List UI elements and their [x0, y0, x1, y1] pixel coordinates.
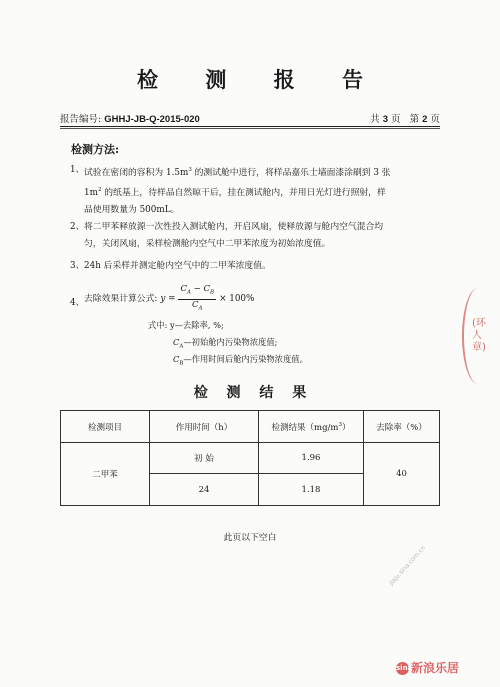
- cell-result: 1.18: [259, 474, 364, 506]
- formula-sub: A: [198, 305, 203, 312]
- seal-stamp: [462, 288, 494, 384]
- formula-where-y: 式中: y—去除率, %;: [148, 320, 224, 330]
- report-number-label: 报告编号:: [60, 114, 102, 125]
- step-text: 1m: [84, 187, 98, 198]
- cell-time: 24: [150, 474, 259, 506]
- cell-removal-rate: 40: [364, 443, 440, 506]
- formula-var: C: [173, 337, 180, 347]
- formula-sub: A: [179, 343, 184, 350]
- method-heading: 检测方法:: [71, 143, 120, 156]
- formula-denominator: [192, 300, 203, 315]
- page-current-value: 2: [422, 114, 428, 125]
- site-watermark-small: jiaju.sina.com.cn: [388, 544, 427, 587]
- formula-where-cb: [173, 351, 308, 373]
- superscript: 2: [97, 186, 102, 193]
- step-number: 4、: [70, 298, 85, 308]
- step-number: 2、: [70, 222, 85, 232]
- page-current-label: 第: [409, 114, 420, 125]
- report-header: [60, 111, 440, 125]
- header-rule-thin: [60, 128, 440, 129]
- col-header-result: [259, 411, 364, 443]
- formula-sub: B: [179, 360, 184, 367]
- report-number: [60, 111, 200, 125]
- stamp-text: (环 人 章): [472, 318, 486, 353]
- header-text: ）: [341, 422, 351, 433]
- step-number: 3、: [70, 261, 85, 271]
- pages-total-unit: 页: [391, 114, 401, 125]
- blank-below-note: 此页以下空白: [223, 533, 277, 543]
- method-step-3: [70, 258, 434, 275]
- report-title: 检 测 报 告: [137, 67, 383, 92]
- formula-var: C: [180, 284, 187, 294]
- step-text: 的测试舱中进行，将样品嘉乐士墙面漆涂刷到 3 张: [191, 167, 391, 178]
- superscript: 3: [188, 167, 192, 173]
- header-rule: [60, 126, 440, 127]
- pages-total-label: 共: [370, 114, 380, 125]
- page-count: [370, 111, 440, 125]
- cell-result: 1.96: [259, 443, 364, 474]
- formula-var: C: [173, 354, 180, 364]
- table-header-row: [61, 411, 440, 443]
- formula-lhs: y =: [160, 293, 176, 304]
- formula-fraction: [178, 284, 216, 314]
- step-text: 24h 后采样并测定舱内空气中的二甲苯浓度值。: [84, 261, 271, 271]
- step-text: 匀，关闭风扇，采样检测舱内空气中二甲苯浓度为初始浓度值。: [84, 239, 331, 249]
- formula-desc: —初始舱内污染物浓度值;: [183, 337, 278, 347]
- step-text: 品使用数量为 500mL。: [84, 204, 180, 215]
- page-current-unit: 页: [430, 114, 440, 125]
- cell-item: 二甲苯: [61, 443, 150, 506]
- formula-numerator: [178, 284, 216, 300]
- results-table: [60, 410, 440, 506]
- method-step-4: [70, 284, 434, 314]
- col-header-time: 作用时间（h）: [150, 411, 259, 443]
- step-number: 1、: [70, 165, 85, 175]
- sina-watermark: [396, 659, 459, 676]
- step-text: 的纸基上，待样品自然晾干后，挂在测试舱内，并用日光灯进行照射，样: [101, 187, 386, 198]
- header-text: 检测结果（mg/m: [271, 422, 339, 433]
- formula-sub: A: [187, 289, 191, 296]
- results-heading: 检 测 结 果: [193, 385, 314, 401]
- superscript: 3: [338, 421, 342, 428]
- formula-var: C: [192, 299, 199, 310]
- formula-var: − C: [190, 284, 211, 294]
- formula-desc: —作用时间后舱内污染物浓度值。: [183, 354, 308, 364]
- formula-sub: B: [210, 289, 215, 296]
- watermark-text: 新浪乐居: [411, 661, 460, 675]
- pages-total-value: 3: [382, 114, 388, 125]
- report-number-value: GHHJ-JB-Q-2015-020: [104, 114, 200, 125]
- sina-logo-icon: sina: [396, 662, 409, 675]
- col-header-item: 检测项目: [61, 411, 150, 443]
- formula-tail: × 100%: [219, 293, 255, 304]
- step-text: 试验在密闭的容积为 1.5m: [84, 167, 189, 178]
- formula-label: 去除效果计算公式:: [84, 293, 158, 304]
- method-step-1: [70, 162, 434, 219]
- step-text: 将二甲苯释放源一次性投入测试舱内，开启风扇，使释放源与舱内空气混合均: [84, 222, 384, 232]
- cell-time: 初 始: [150, 443, 259, 474]
- method-step-2: [70, 219, 434, 253]
- table-row: [61, 443, 440, 474]
- col-header-removal: 去除率（%）: [364, 411, 440, 443]
